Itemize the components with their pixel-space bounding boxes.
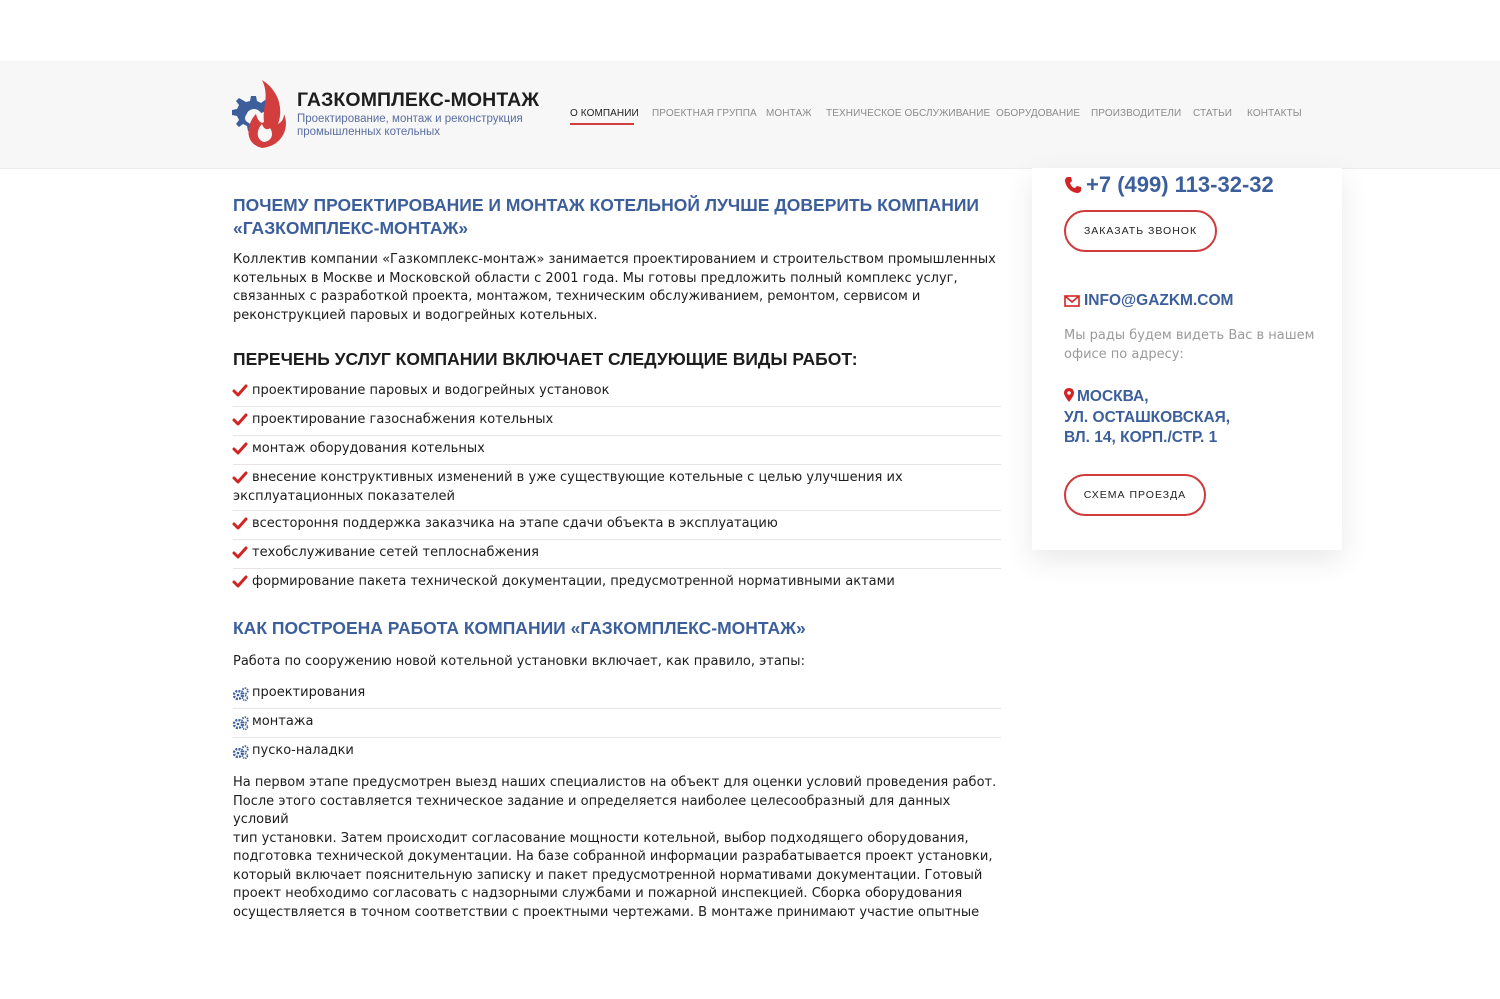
check-icon [233, 414, 247, 426]
phone-number[interactable] [1064, 172, 1274, 198]
check-icon [233, 547, 247, 559]
list-item-text: формирование пакета технической документации, предусмотренной нормативными актами [252, 574, 895, 589]
list-item [233, 738, 1001, 767]
check-icon [233, 385, 247, 397]
address-line: ВЛ. 14, КОРП./СТР. 1 [1064, 429, 1218, 446]
office-text-line: Мы рады будем видеть Вас в нашем [1064, 328, 1315, 343]
nav-item-project-group[interactable]: ПРОЕКТНАЯ ГРУППА [652, 108, 757, 119]
nav-active-underline [570, 123, 634, 125]
address-line: УЛ. ОСТАШКОВСКАЯ, [1064, 408, 1231, 426]
office-address [1064, 387, 1324, 449]
intro-line: связанных с разработкой проекта, монтажом, техническим обслуживанием, ремонтом, сервисом и [233, 289, 921, 304]
work-intro: Работа по сооружению новой котельной установки включает, как правило, этапы: [233, 654, 805, 669]
intro-line: котельных в Москве и Московской области с 2001 года. Мы готовы предложить полный комплекс услуг, [233, 270, 958, 286]
list-item [233, 511, 1001, 540]
work-title: КАК ПОСТРОЕНА РАБОТА КОМПАНИИ «ГАЗКОМПЛЕКС-МОНТАЖ» [233, 618, 806, 638]
check-icon [233, 443, 247, 455]
site-header [0, 61, 1500, 169]
list-item-text: всестороння поддержка заказчика на этапе сдачи объекта в эксплуатацию [252, 516, 778, 531]
nav-item-articles[interactable]: СТАТЬИ [1193, 108, 1233, 119]
body-line: осуществляется в точном соответствии с проектными чертежами. В монтаже принимают участие опытные [233, 904, 980, 920]
list-item-text: монтаж оборудования котельных [252, 441, 485, 456]
body-line: На первом этапе предусмотрен выезд наших специалистов на объект для оценки условий проведения работ. [233, 775, 997, 790]
body-line: проект необходимо согласовать с надзорными службами и пожарной инспекцией. Сборка оборудования [233, 886, 963, 901]
list-item [233, 569, 1001, 598]
list-item [233, 436, 1001, 465]
contact-sidebar [1032, 168, 1342, 550]
services-list [233, 378, 1001, 598]
stages-list [233, 680, 1001, 767]
list-item-text: проектирование паровых и водогрейных установок [252, 383, 610, 398]
gears-icon [233, 745, 249, 759]
envelope-icon [1064, 295, 1080, 307]
flame-gear-logo-icon [232, 78, 292, 152]
list-item [233, 709, 1001, 738]
logo[interactable] [232, 78, 542, 154]
list-item [233, 680, 1001, 709]
logo-subtitle-line: промышленных котельных [297, 126, 440, 138]
logo-subtitle [297, 113, 547, 139]
list-item-text: эксплуатационных показателей [233, 488, 455, 504]
services-title: ПЕРЕЧЕНЬ УСЛУГ КОМПАНИИ ВКЛЮЧАЕТ СЛЕДУЮЩИЕ ВИДЫ РАБОТ: [233, 349, 858, 369]
why-title-line: «ГАЗКОМПЛЕКС-МОНТАЖ» [233, 218, 469, 238]
check-icon [233, 472, 247, 484]
body-line: подготовка технической документации. На базе собранной информации разрабатывается проект установки, [233, 849, 993, 864]
why-title-line: ПОЧЕМУ ПРОЕКТИРОВАНИЕ И МОНТАЖ КОТЕЛЬНОЙ ЛУЧШЕ ДОВЕРИТЬ КОМПАНИИ [233, 195, 979, 215]
email-text: INFO@GAZKM.COM [1084, 292, 1234, 309]
list-item-text: монтажа [252, 714, 314, 729]
why-title [233, 194, 993, 240]
order-call-button[interactable]: ЗАКАЗАТЬ ЗВОНОК [1064, 210, 1217, 252]
phone-icon [1064, 176, 1082, 194]
nav-item-about[interactable]: О КОМПАНИИ [570, 108, 639, 119]
list-item-text: проектирования [252, 685, 366, 700]
list-item-text: техобслуживание сетей теплоснабжения [252, 545, 539, 560]
phone-text: +7 (499) 113-32-32 [1086, 172, 1274, 197]
list-item [233, 465, 1001, 511]
main-content [233, 192, 1003, 920]
gears-icon [233, 687, 249, 701]
office-invite-text [1064, 327, 1324, 364]
logo-title: ГАЗКОМПЛЕКС-МОНТАЖ [297, 89, 540, 111]
body-line: тип установки. Затем происходит согласование мощности котельной, выбор подходящего оборудования, [233, 830, 969, 846]
nav-item-installation[interactable]: МОНТАЖ [766, 108, 812, 119]
nav-item-equipment[interactable]: ОБОРУДОВАНИЕ [996, 108, 1081, 119]
list-item-text: внесение конструктивных изменений в уже существующие котельные с целью улучшения их [252, 470, 903, 485]
office-text-line: офисе по адресу: [1064, 346, 1184, 362]
list-item-text: проектирование газоснабжения котельных [252, 412, 554, 427]
check-icon [233, 518, 247, 530]
nav-item-contacts[interactable]: КОНТАКТЫ [1247, 108, 1302, 119]
body-paragraph [233, 774, 1001, 922]
list-item [233, 378, 1001, 407]
intro-line: реконструкцией паровых и водогрейных котельных. [233, 307, 598, 323]
list-item-text: пуско-наладки [252, 743, 354, 758]
intro-line: Коллектив компании «Газкомплекс-монтаж» занимается проектированием и строительством промышленных [233, 252, 996, 267]
intro-paragraph [233, 251, 1001, 325]
body-line: который включает пояснительную записку и пакет предусмотренной нормативами документации. Готовый [233, 867, 983, 883]
nav-item-manufacturers[interactable]: ПРОИЗВОДИТЕЛИ [1091, 108, 1182, 119]
directions-button[interactable]: СХЕМА ПРОЕЗДА [1064, 474, 1206, 516]
email-link[interactable] [1064, 292, 1233, 310]
nav-item-maintenance[interactable]: ТЕХНИЧЕСКОЕ ОБСЛУЖИВАНИЕ [826, 108, 991, 119]
body-line: После этого составляется техническое задание и определяется наиболее целесообразный для данных условий [233, 793, 951, 827]
gears-icon [233, 716, 249, 730]
list-item [233, 540, 1001, 569]
map-marker-icon [1064, 388, 1074, 402]
logo-subtitle-line: Проектирование, монтаж и реконструкция [297, 113, 523, 125]
list-item [233, 407, 1001, 436]
address-line: МОСКВА, [1077, 388, 1149, 405]
check-icon [233, 576, 247, 588]
